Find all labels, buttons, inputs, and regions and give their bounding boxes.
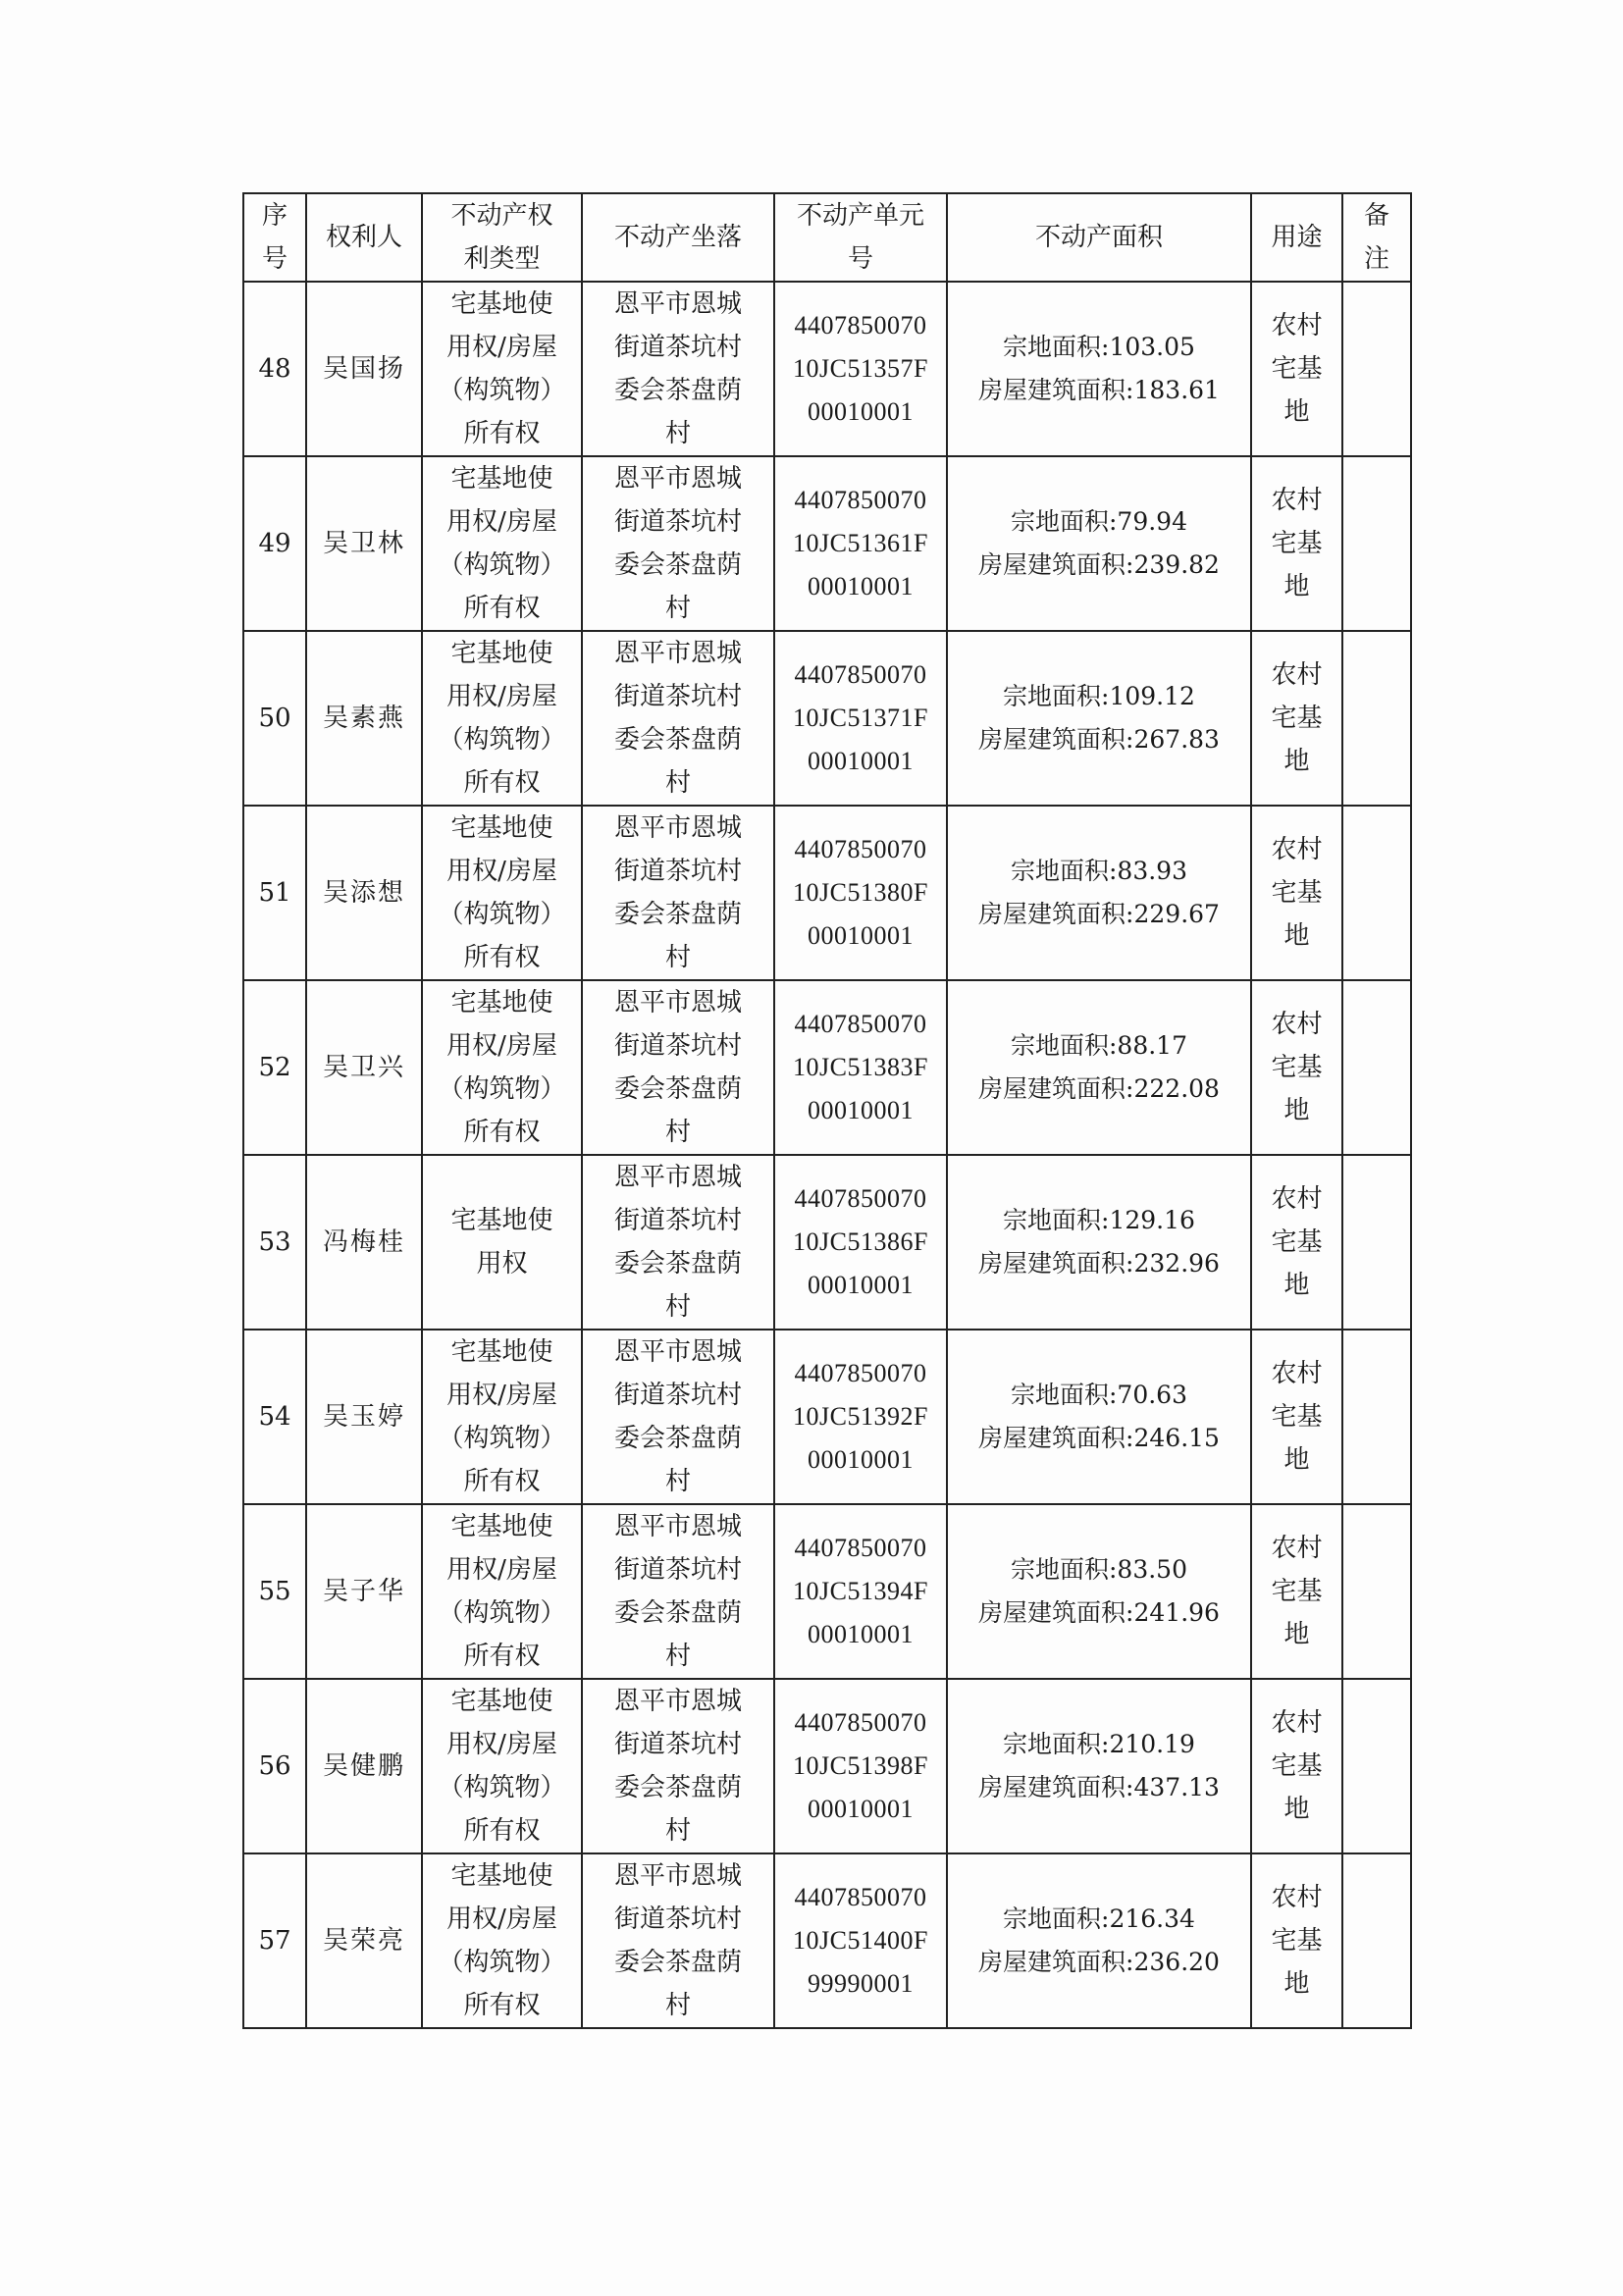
cell-location — [582, 806, 774, 980]
cell-unit-no-text: 4407850070 10JC51371F 00010001 — [793, 660, 928, 775]
cell-unit-no — [774, 1155, 947, 1330]
cell-use-text: 农村 宅基 地 — [1271, 1010, 1323, 1125]
cell-unit-no-text: 4407850070 10JC51392F 00010001 — [793, 1359, 928, 1474]
cell-owner-text: 吴卫林 — [322, 529, 405, 558]
cell-no-text: 49 — [258, 529, 291, 558]
cell-location — [582, 282, 774, 456]
cell-location-text: 恩平市恩城 街道茶坑村 委会茶盘荫 村 — [613, 1337, 742, 1496]
cell-right-type-text: 宅基地使 用权/房屋 （构筑物） 所有权 — [438, 1337, 566, 1496]
cell-no — [243, 1155, 306, 1330]
cell-owner — [306, 631, 422, 806]
cell-unit-no — [774, 1679, 947, 1853]
cell-owner-text: 冯梅桂 — [322, 1227, 405, 1257]
cell-owner — [306, 1679, 422, 1853]
cell-use-text: 农村 宅基 地 — [1271, 311, 1323, 427]
cell-owner — [306, 1504, 422, 1679]
cell-location — [582, 980, 774, 1155]
cell-unit-no — [774, 1853, 947, 2028]
cell-use-text: 农村 宅基 地 — [1271, 1534, 1323, 1649]
cell-unit-no — [774, 282, 947, 456]
header-area: 不动产面积 — [947, 193, 1251, 282]
cell-location-text: 恩平市恩城 街道茶坑村 委会茶盘荫 村 — [613, 639, 742, 798]
table-row — [243, 1504, 1411, 1679]
cell-location — [582, 1155, 774, 1330]
cell-right-type-text: 宅基地使 用权/房屋 （构筑物） 所有权 — [438, 1861, 566, 2020]
header-owner: 权利人 — [306, 193, 422, 282]
cell-area-text: 宗地面积:79.94 房屋建筑面积:239.82 — [978, 507, 1220, 579]
cell-location-text: 恩平市恩城 街道茶坑村 委会茶盘荫 村 — [613, 464, 742, 623]
cell-right-type — [422, 1330, 582, 1504]
cell-no — [243, 1679, 306, 1853]
cell-area — [947, 1853, 1251, 2028]
cell-unit-no-text: 4407850070 10JC51398F 00010001 — [793, 1708, 928, 1823]
cell-location-text: 恩平市恩城 街道茶坑村 委会茶盘荫 村 — [613, 1861, 742, 2020]
cell-area-text: 宗地面积:129.16 房屋建筑面积:232.96 — [978, 1206, 1220, 1278]
cell-area — [947, 631, 1251, 806]
cell-right-type — [422, 1853, 582, 2028]
header-location: 不动产坐落 — [582, 193, 774, 282]
table-body — [243, 282, 1411, 2028]
table-header-row — [243, 193, 1411, 282]
cell-no — [243, 456, 306, 631]
cell-unit-no-text: 4407850070 10JC51394F 00010001 — [793, 1534, 928, 1648]
cell-location-text: 恩平市恩城 街道茶坑村 委会茶盘荫 村 — [613, 289, 742, 448]
cell-owner — [306, 456, 422, 631]
cell-no-text: 53 — [258, 1227, 291, 1257]
cell-unit-no-text: 4407850070 10JC51383F 00010001 — [793, 1010, 928, 1124]
cell-right-type-text: 宅基地使 用权/房屋 （构筑物） 所有权 — [438, 464, 566, 623]
cell-area-text: 宗地面积:103.05 房屋建筑面积:183.61 — [978, 333, 1220, 404]
cell-note — [1342, 631, 1411, 806]
cell-area — [947, 1330, 1251, 1504]
cell-unit-no — [774, 806, 947, 980]
cell-owner-text: 吴卫兴 — [322, 1053, 405, 1082]
cell-area — [947, 1155, 1251, 1330]
cell-no — [243, 631, 306, 806]
cell-no — [243, 1330, 306, 1504]
cell-right-type-text: 宅基地使 用权/房屋 （构筑物） 所有权 — [438, 1512, 566, 1671]
cell-no-text: 57 — [258, 1926, 291, 1956]
cell-unit-no — [774, 631, 947, 806]
property-registry-table — [242, 192, 1412, 2029]
cell-location — [582, 1853, 774, 2028]
cell-note — [1342, 1853, 1411, 2028]
cell-owner — [306, 282, 422, 456]
table-row — [243, 1679, 1411, 1853]
cell-right-type — [422, 282, 582, 456]
cell-note — [1342, 456, 1411, 631]
cell-no — [243, 282, 306, 456]
cell-no — [243, 980, 306, 1155]
cell-area — [947, 1679, 1251, 1853]
cell-right-type-text: 宅基地使 用权/房屋 （构筑物） 所有权 — [438, 289, 566, 448]
cell-unit-no-text: 4407850070 10JC51386F 00010001 — [793, 1184, 928, 1299]
cell-right-type — [422, 1504, 582, 1679]
cell-use — [1251, 1853, 1342, 2028]
cell-no-text: 50 — [258, 704, 291, 733]
cell-no — [243, 806, 306, 980]
header-unit-no: 不动产单元 号 — [774, 193, 947, 282]
cell-unit-no — [774, 1504, 947, 1679]
cell-no — [243, 1853, 306, 2028]
cell-location-text: 恩平市恩城 街道茶坑村 委会茶盘荫 村 — [613, 813, 742, 972]
cell-area-text: 宗地面积:83.50 房屋建筑面积:241.96 — [978, 1555, 1220, 1627]
cell-note — [1342, 1504, 1411, 1679]
cell-use-text: 农村 宅基 地 — [1271, 486, 1323, 601]
cell-area-text: 宗地面积:83.93 房屋建筑面积:229.67 — [978, 857, 1220, 928]
cell-use — [1251, 456, 1342, 631]
cell-no-text: 54 — [258, 1402, 291, 1432]
header-note: 备 注 — [1342, 193, 1411, 282]
table-row — [243, 1155, 1411, 1330]
cell-owner — [306, 980, 422, 1155]
cell-owner — [306, 806, 422, 980]
cell-use — [1251, 806, 1342, 980]
cell-unit-no-text: 4407850070 10JC51400F 99990001 — [793, 1883, 928, 1998]
cell-right-type-text: 宅基地使 用权 — [450, 1206, 553, 1278]
cell-location — [582, 1330, 774, 1504]
cell-use — [1251, 1679, 1342, 1853]
cell-right-type — [422, 980, 582, 1155]
cell-area-text: 宗地面积:70.63 房屋建筑面积:246.15 — [978, 1381, 1220, 1452]
cell-right-type-text: 宅基地使 用权/房屋 （构筑物） 所有权 — [438, 988, 566, 1147]
cell-area — [947, 456, 1251, 631]
table-row — [243, 980, 1411, 1155]
table-row — [243, 1330, 1411, 1504]
cell-unit-no — [774, 456, 947, 631]
table-row — [243, 282, 1411, 456]
table-row — [243, 631, 1411, 806]
cell-owner — [306, 1330, 422, 1504]
cell-use — [1251, 1330, 1342, 1504]
cell-unit-no-text: 4407850070 10JC51361F 00010001 — [793, 486, 928, 600]
cell-owner — [306, 1155, 422, 1330]
cell-use-text: 农村 宅基 地 — [1271, 1883, 1323, 1999]
cell-location — [582, 1504, 774, 1679]
cell-unit-no — [774, 1330, 947, 1504]
cell-owner-text: 吴子华 — [322, 1577, 405, 1606]
cell-right-type — [422, 1679, 582, 1853]
cell-note — [1342, 1679, 1411, 1853]
cell-no-text: 52 — [258, 1053, 291, 1082]
cell-right-type-text: 宅基地使 用权/房屋 （构筑物） 所有权 — [438, 639, 566, 798]
cell-location — [582, 456, 774, 631]
cell-use-text: 农村 宅基 地 — [1271, 1708, 1323, 1824]
cell-use-text: 农村 宅基 地 — [1271, 1184, 1323, 1300]
cell-area-text: 宗地面积:88.17 房屋建筑面积:222.08 — [978, 1031, 1220, 1103]
cell-location-text: 恩平市恩城 街道茶坑村 委会茶盘荫 村 — [613, 1512, 742, 1671]
cell-no-text: 56 — [258, 1751, 291, 1781]
cell-use-text: 农村 宅基 地 — [1271, 660, 1323, 776]
cell-area — [947, 980, 1251, 1155]
cell-use — [1251, 1155, 1342, 1330]
cell-use — [1251, 631, 1342, 806]
cell-note — [1342, 980, 1411, 1155]
cell-use — [1251, 282, 1342, 456]
cell-owner-text: 吴健鹏 — [322, 1751, 405, 1781]
cell-area-text: 宗地面积:216.34 房屋建筑面积:236.20 — [978, 1905, 1220, 1976]
cell-right-type-text: 宅基地使 用权/房屋 （构筑物） 所有权 — [438, 813, 566, 972]
cell-use — [1251, 1504, 1342, 1679]
cell-location-text: 恩平市恩城 街道茶坑村 委会茶盘荫 村 — [613, 1687, 742, 1846]
cell-right-type — [422, 631, 582, 806]
cell-unit-no — [774, 980, 947, 1155]
cell-owner-text: 吴添想 — [322, 878, 405, 908]
cell-area — [947, 806, 1251, 980]
cell-note — [1342, 282, 1411, 456]
table-row — [243, 1853, 1411, 2028]
cell-right-type — [422, 806, 582, 980]
cell-use-text: 农村 宅基 地 — [1271, 835, 1323, 951]
cell-no — [243, 1504, 306, 1679]
cell-location — [582, 631, 774, 806]
cell-no-text: 48 — [258, 354, 291, 384]
cell-owner-text: 吴玉婷 — [322, 1402, 405, 1432]
cell-area-text: 宗地面积:109.12 房屋建筑面积:267.83 — [978, 682, 1220, 754]
cell-right-type-text: 宅基地使 用权/房屋 （构筑物） 所有权 — [438, 1687, 566, 1846]
cell-area — [947, 1504, 1251, 1679]
table-row — [243, 456, 1411, 631]
cell-location-text: 恩平市恩城 街道茶坑村 委会茶盘荫 村 — [613, 1163, 742, 1322]
table-row — [243, 806, 1411, 980]
cell-no-text: 51 — [258, 878, 291, 908]
cell-right-type — [422, 1155, 582, 1330]
header-no: 序 号 — [243, 193, 306, 282]
header-use: 用途 — [1251, 193, 1342, 282]
cell-unit-no-text: 4407850070 10JC51357F 00010001 — [793, 311, 928, 426]
cell-note — [1342, 806, 1411, 980]
cell-owner-text: 吴荣亮 — [322, 1926, 405, 1956]
cell-right-type — [422, 456, 582, 631]
cell-use — [1251, 980, 1342, 1155]
cell-location-text: 恩平市恩城 街道茶坑村 委会茶盘荫 村 — [613, 988, 742, 1147]
header-right-type: 不动产权 利类型 — [422, 193, 582, 282]
cell-area-text: 宗地面积:210.19 房屋建筑面积:437.13 — [978, 1730, 1220, 1801]
cell-no-text: 55 — [258, 1577, 291, 1606]
cell-location — [582, 1679, 774, 1853]
cell-owner — [306, 1853, 422, 2028]
cell-note — [1342, 1155, 1411, 1330]
cell-area — [947, 282, 1251, 456]
cell-owner-text: 吴素燕 — [322, 704, 405, 733]
cell-use-text: 农村 宅基 地 — [1271, 1359, 1323, 1475]
cell-unit-no-text: 4407850070 10JC51380F 00010001 — [793, 835, 928, 950]
cell-note — [1342, 1330, 1411, 1504]
cell-owner-text: 吴国扬 — [322, 354, 405, 384]
